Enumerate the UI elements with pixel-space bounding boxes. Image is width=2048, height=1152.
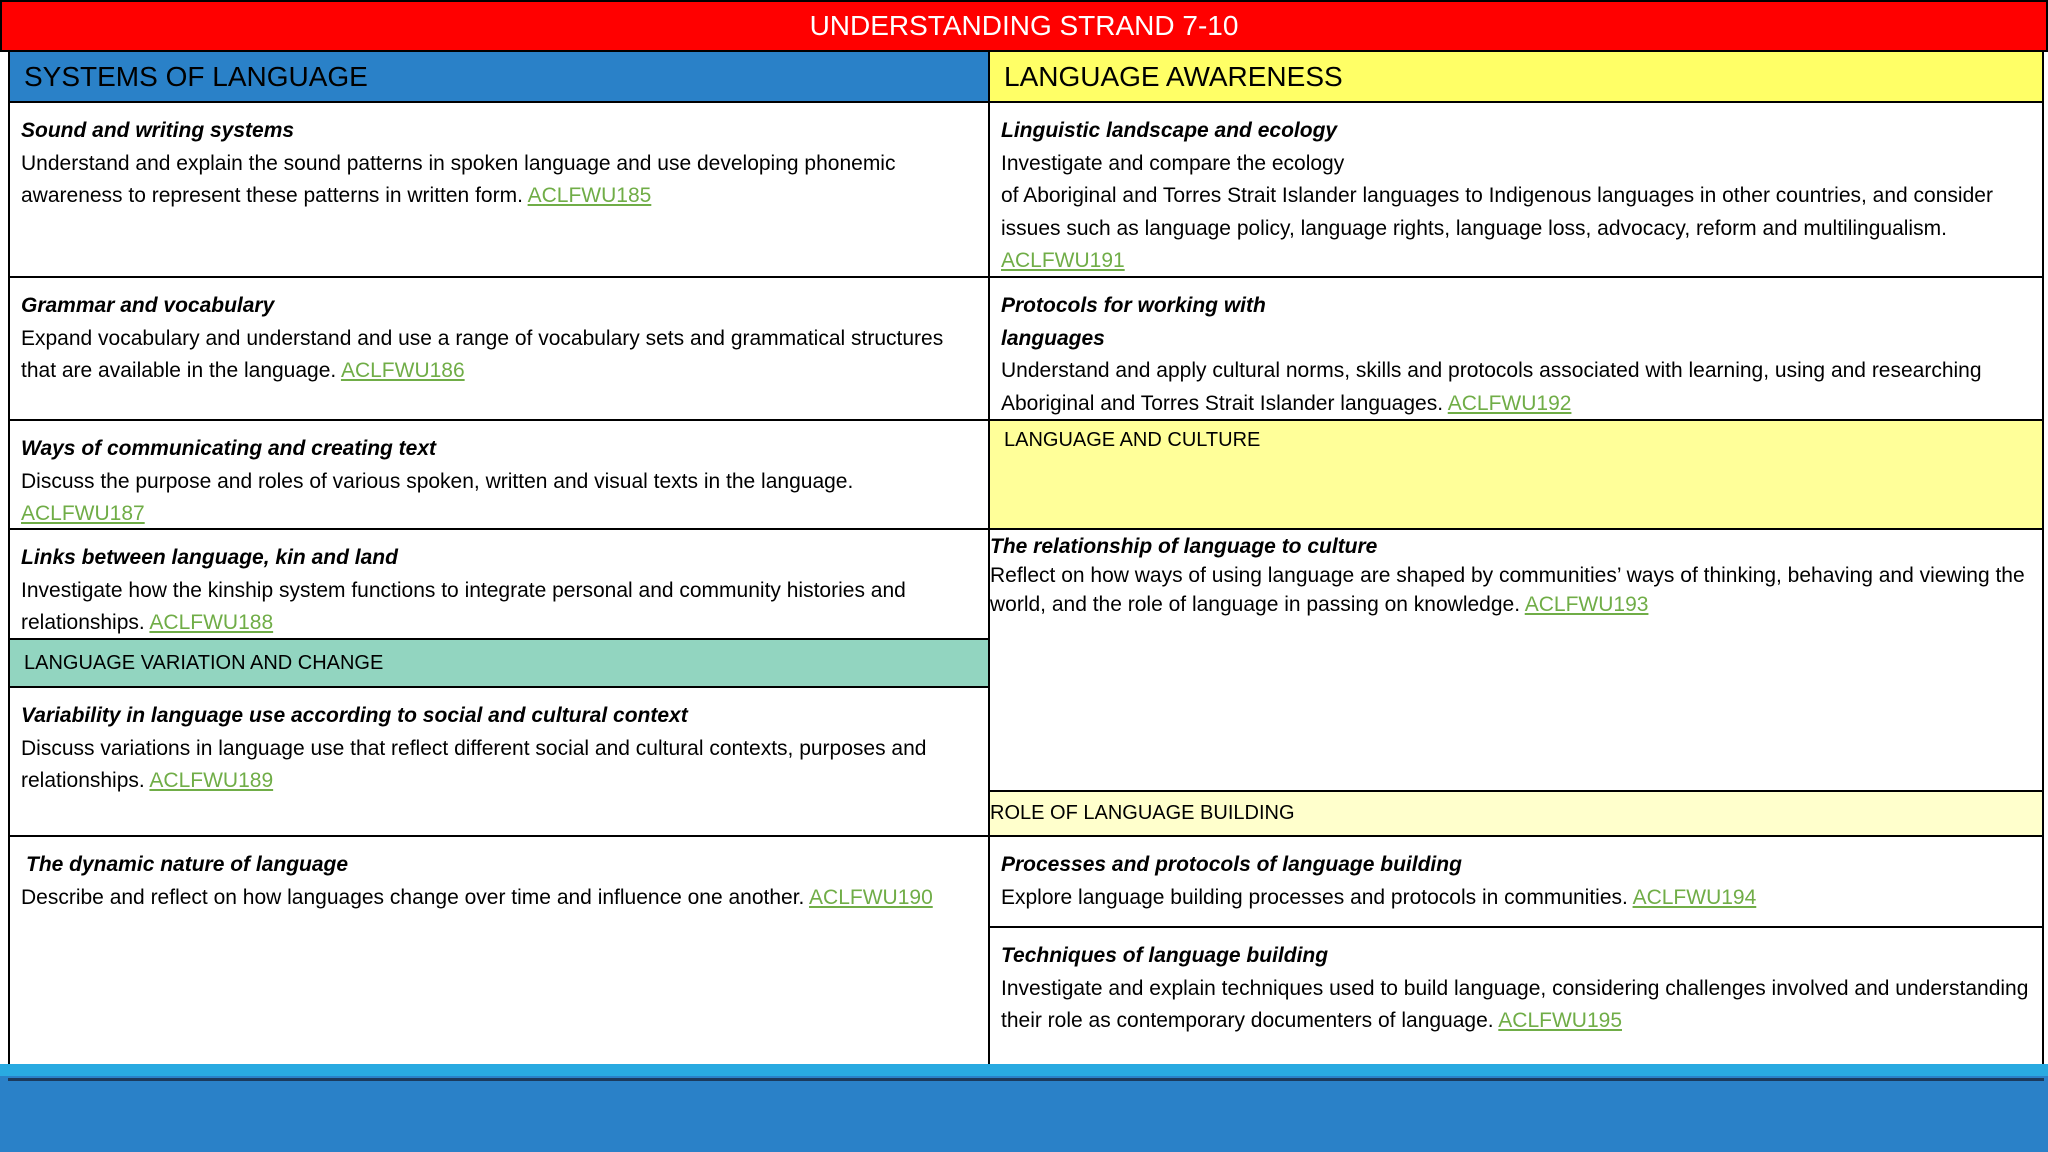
relationship-culture-cell: [988, 528, 2044, 792]
cell-text: Discuss the purpose and roles of various spoken, written and visual texts in the language.: [21, 469, 854, 493]
language-kin-land-cell: [8, 528, 990, 640]
grammar-vocabulary-cell: [8, 276, 990, 421]
page-title: UNDERSTANDING STRAND 7-10: [0, 0, 2048, 52]
cell-heading: Sound and writing systems: [21, 119, 295, 142]
language-and-culture-section-header: LANGUAGE AND CULTURE: [988, 419, 2044, 530]
cell-text: Expand vocabulary and understand and use a range of vocabulary sets and grammatical structures that are available in the language.: [21, 326, 944, 382]
cell-text: Investigate and explain techniques used to build language, considering challenges involved and understanding their role as contemporary documenters of language.: [1001, 976, 2029, 1032]
cell-text: of Aboriginal and Torres Strait Islander languages to Indigenous languages in other countries, and consider issues such as language policy, language rights, language loss, advocacy, reform and multilingualism.: [1001, 184, 1993, 240]
code-link-aclfwu186[interactable]: ACLFWU186: [340, 359, 465, 382]
ways-communicating-cell: [8, 419, 990, 530]
variability-cell: [8, 686, 990, 837]
footer-band: [0, 1076, 2048, 1152]
code-link-aclfwu190[interactable]: ACLFWU190: [809, 885, 933, 909]
linguistic-landscape-cell: [988, 101, 2044, 278]
cell-text: Investigate and compare the ecology: [1001, 151, 1345, 175]
cell-text: Understand and explain the sound patterns in spoken language and use developing phonemic awareness to represent these patterns in written form.: [21, 151, 896, 207]
code-link-aclfwu195[interactable]: ACLFWU195: [1498, 1009, 1622, 1032]
cell-text: Investigate how the kinship system functions to integrate personal and community histories and relationships.: [21, 578, 906, 634]
code-link-aclfwu194[interactable]: ACLFWU194: [1632, 885, 1757, 909]
cell-heading: Techniques of language building: [1001, 944, 1329, 967]
code-link-aclfwu189[interactable]: ACLFWU189: [149, 769, 274, 792]
cell-text: Understand and apply cultural norms, skills and protocols associated with learning, using and researching Aboriginal and Torres Strait Islander languages.: [1001, 359, 1982, 415]
code-link-aclfwu185[interactable]: ACLFWU185: [527, 184, 652, 207]
cell-heading: The relationship of language to culture: [990, 535, 1378, 558]
dynamic-nature-cell: [8, 835, 990, 1085]
code-link-aclfwu193[interactable]: ACLFWU193: [1524, 593, 1649, 616]
code-link-aclfwu187[interactable]: ACLFWU187: [21, 502, 145, 525]
cell-heading: Links between language, kin and land: [21, 546, 398, 569]
cell-text: Describe and reflect on how languages change over time and influence one another.: [21, 885, 805, 909]
cell-text: Discuss variations in language use that reflect different social and cultural contexts, purposes and relationships.: [21, 736, 927, 792]
cell-heading: Processes and protocols of language building: [1001, 853, 1462, 876]
cell-heading: languages: [1001, 326, 1105, 350]
footer-divider: [8, 1078, 2044, 1081]
role-of-language-building-section-header: ROLE OF LANGUAGE BUILDING: [988, 790, 2044, 837]
cell-heading: Variability in language use according to social and cultural context: [21, 704, 688, 727]
cell-heading: Linguistic landscape and ecology: [1001, 119, 1338, 142]
cell-heading: The dynamic nature of language: [26, 853, 349, 876]
code-link-aclfwu188[interactable]: ACLFWU188: [149, 611, 274, 634]
protocols-working-cell: [988, 276, 2044, 421]
cell-heading: Grammar and vocabulary: [21, 294, 275, 317]
cell-heading: Protocols for working with: [1001, 294, 1266, 317]
code-link-aclfwu192[interactable]: ACLFWU192: [1447, 391, 1572, 415]
cell-text: Explore language building processes and protocols in communities.: [1001, 885, 1628, 909]
code-link-aclfwu191[interactable]: ACLFWU191: [1001, 249, 1125, 272]
cell-text: Reflect on how ways of using language are shaped by communities’ ways of thinking, behaving and viewing the world, and the role of language in passing on knowledge.: [990, 564, 2025, 616]
language-variation-section-header: LANGUAGE VARIATION AND CHANGE: [8, 638, 990, 688]
footer-accent-strip: [0, 1064, 2048, 1076]
processes-protocols-cell: [988, 835, 2044, 928]
techniques-building-cell: [988, 926, 2044, 1085]
language-awareness-header: LANGUAGE AWARENESS: [988, 50, 2044, 103]
sound-writing-cell: [8, 101, 990, 278]
systems-of-language-header: SYSTEMS OF LANGUAGE: [8, 50, 990, 103]
cell-heading: Ways of communicating and creating text: [21, 437, 437, 460]
